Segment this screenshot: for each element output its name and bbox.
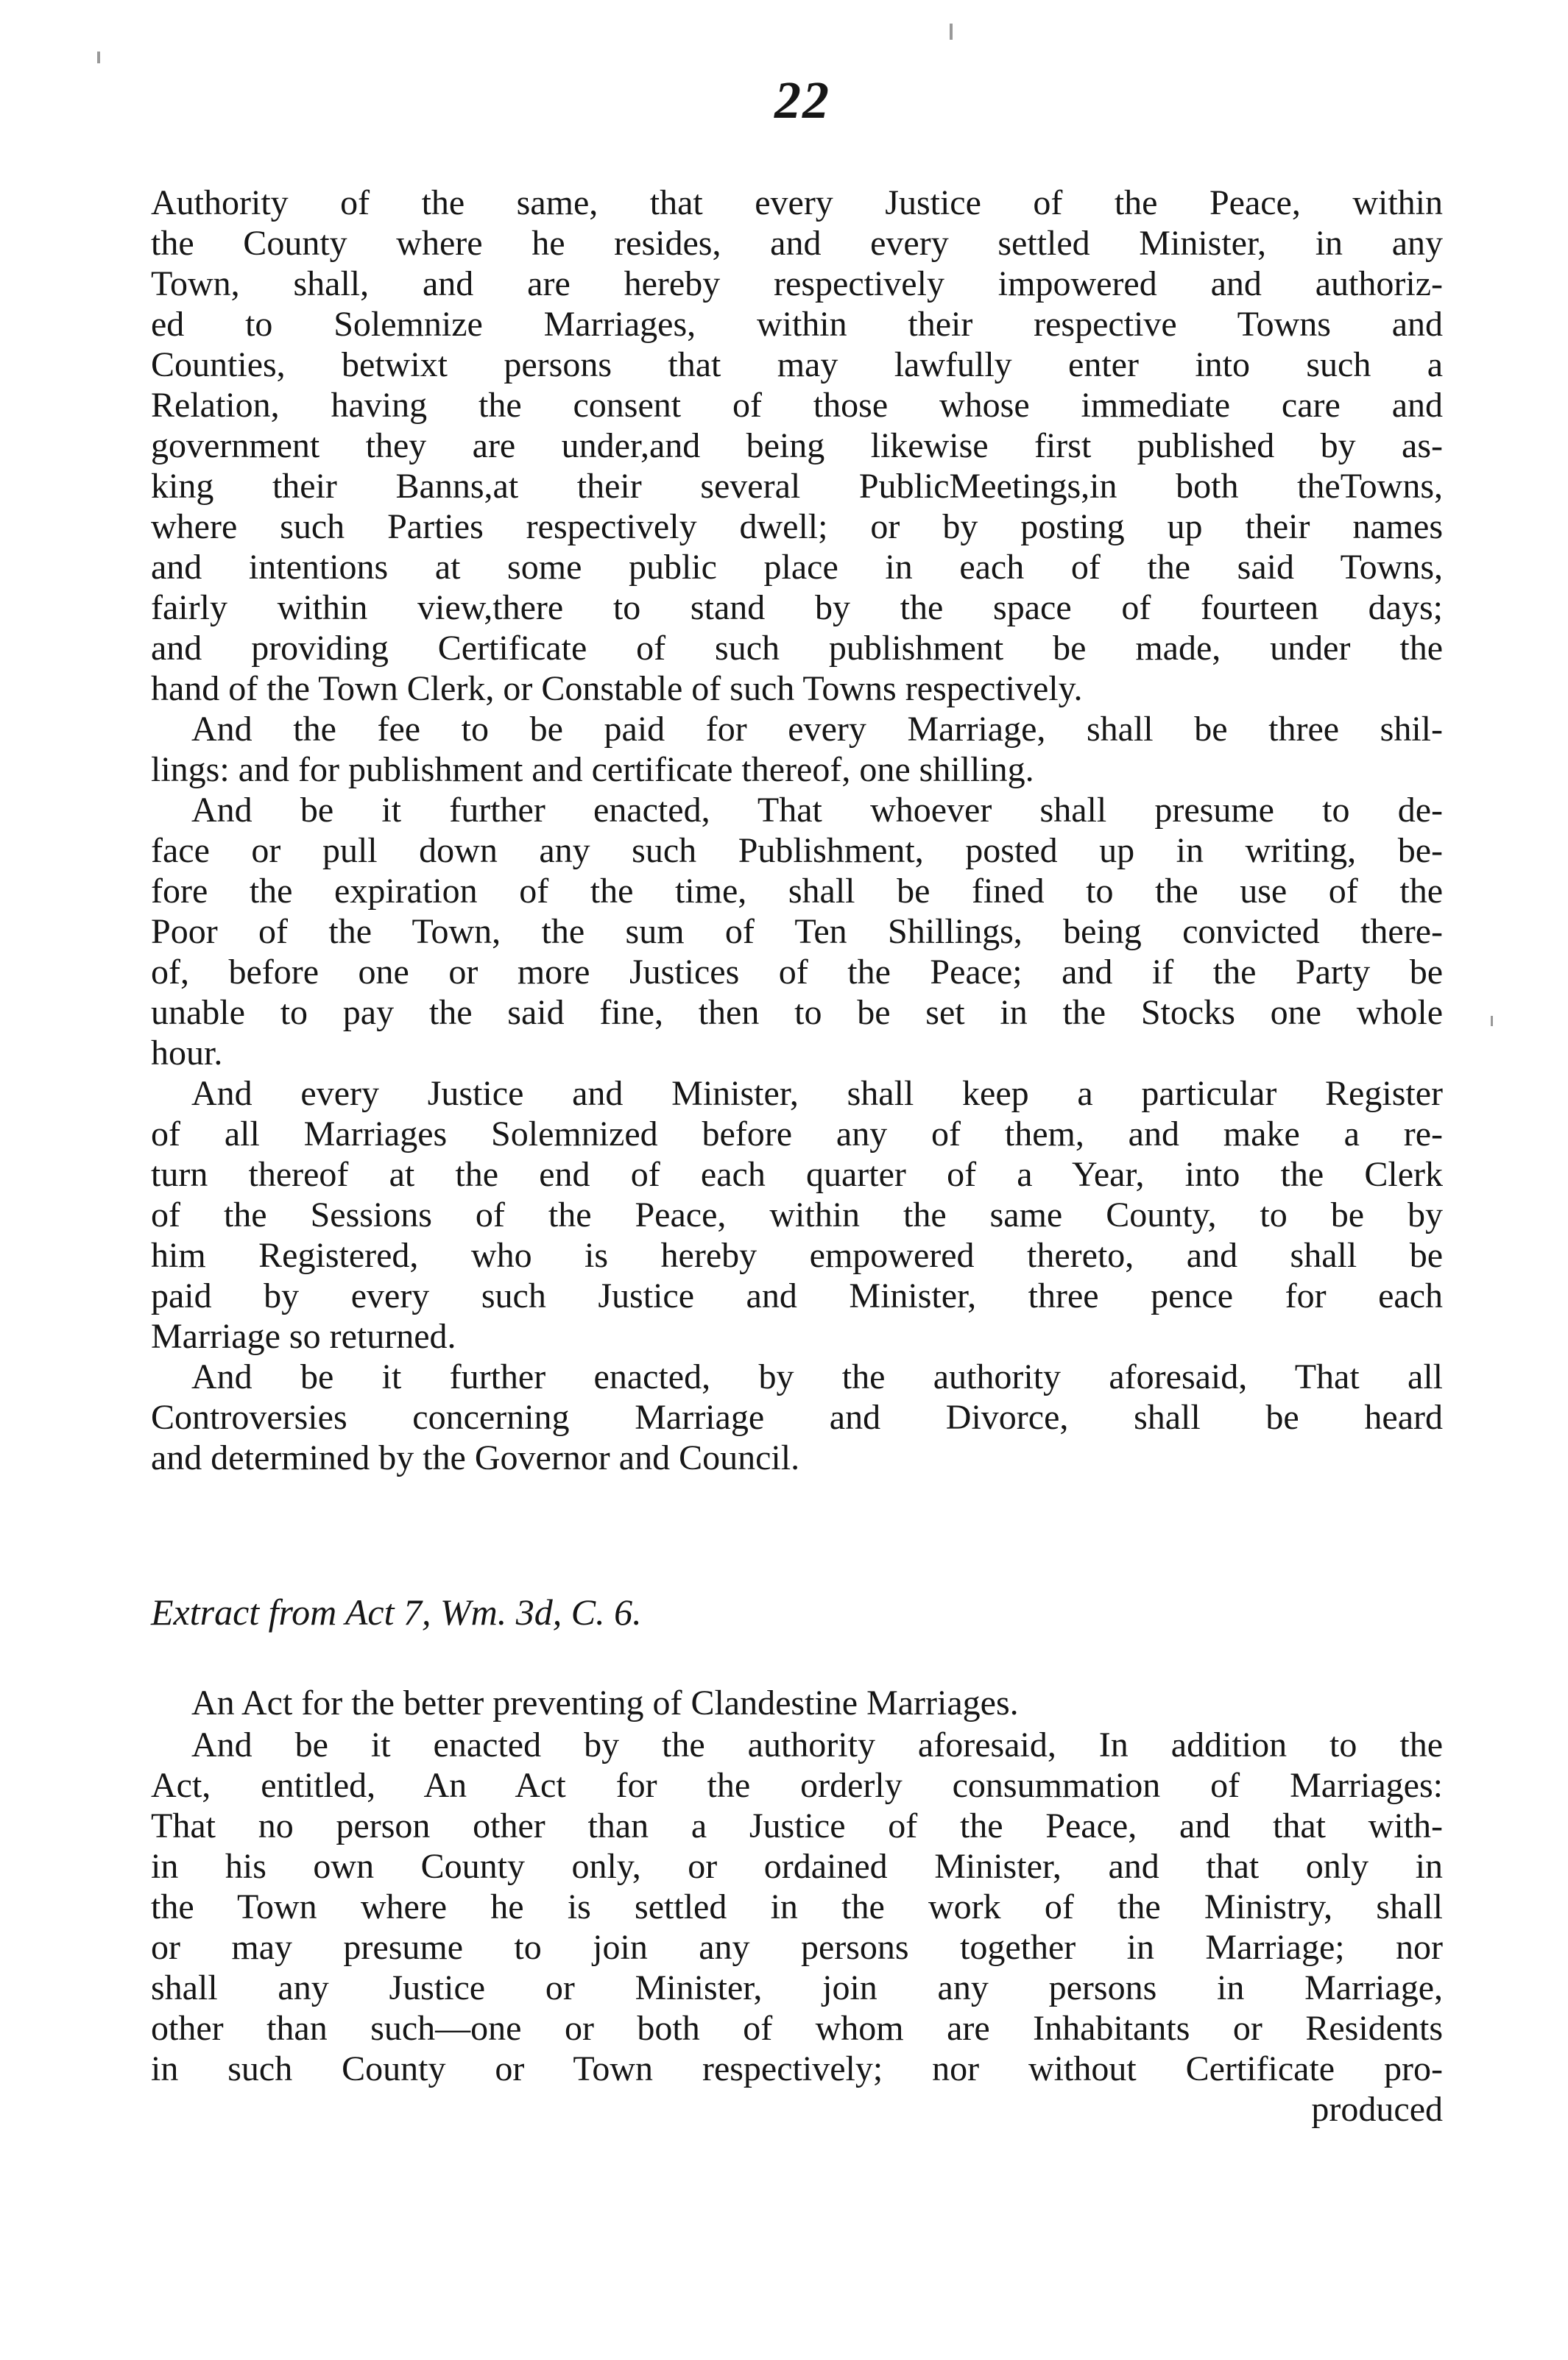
text-line: Town, shall, and are hereby respectively impowered and authoriz- [151,264,1443,303]
text-line: And every Justice and Minister, shall keep a particular Register [191,1074,1443,1113]
extract-section [151,1590,1443,1634]
text-line: face or pull down any such Publishment, posted up in writing, be- [151,831,1443,870]
text-line: ed to Solemnize Marriages, within their respective Towns and [151,305,1443,344]
text-line: in his own County only, or ordained Minister, and that only in [151,1847,1443,1886]
text-line: the Town where he is settled in the work of the Ministry, shall [151,1887,1443,1926]
text-line: him Registered, who is hereby empowered thereto, and shall be [151,1236,1443,1275]
text-line: paid by every such Justice and Minister, three pence for each [151,1276,1443,1315]
section-1 [151,183,1443,1478]
text-line: And be it enacted by the authority aforesaid, In addition to the [191,1725,1443,1764]
act-title: An Act for the better preventing of Clandestine Marriages. [191,1684,1019,1723]
text-line: of, before one or more Justices of the Peace; and if the Party be [151,953,1443,992]
text-line: Act, entitled, An Act for the orderly consummation of Marriages: [151,1766,1443,1805]
page-number: 22 [774,71,830,130]
text-line: That no person other than a Justice of the Peace, and that with- [151,1806,1443,1845]
text-line: and determined by the Governor and Council. [151,1438,800,1477]
text-line: Authority of the same, that every Justice of the Peace, within [151,183,1443,222]
text-line: And the fee to be paid for every Marriage, shall be three shil- [191,710,1443,749]
print-speck [1491,1016,1493,1026]
text-line: in such County or Town respectively; nor without Certificate pro- [151,2049,1443,2088]
text-line: fore the expiration of the time, shall be fined to the use of the [151,872,1443,911]
extract-heading: Extract from Act 7, Wm. 3d, C. 6. [151,1591,642,1633]
text-line: and intentions at some public place in each of the said Towns, [151,548,1443,587]
text-line: fairly within view,there to stand by the space of fourteen days; [151,588,1443,627]
section-2 [151,1682,1443,2130]
text-line: of all Marriages Solemnized before any of them, and make a re- [151,1114,1443,1153]
catchword: produced [1311,2090,1443,2129]
print-speck [950,24,953,40]
text-line: government they are under,and being likewise first published by as- [151,426,1443,465]
text-line: of the Sessions of the Peace, within the same County, to be by [151,1195,1443,1234]
text-line: and providing Certificate of such publishment be made, under the [151,629,1443,668]
text-line: the County where he resides, and every settled Minister, in any [151,224,1443,263]
text-line: king their Banns,at their several PublicMeetings,in both theTowns, [151,467,1443,506]
text-line: unable to pay the said fine, then to be set in the Stocks one whole [151,993,1443,1032]
text-line: Marriage so returned. [151,1317,456,1356]
text-line: Poor of the Town, the sum of Ten Shillings, being convicted there- [151,912,1443,951]
text-line: hour. [151,1034,223,1073]
text-line: hand of the Town Clerk, or Constable of such Towns respectively. [151,669,1083,708]
text-line: Counties, betwixt persons that may lawfully enter into such a [151,345,1443,384]
text-line: turn thereof at the end of each quarter of a Year, into the Clerk [151,1155,1443,1194]
text-line: Controversies concerning Marriage and Divorce, shall be heard [151,1398,1443,1437]
text-line: or may presume to join any persons together in Marriage; nor [151,1928,1443,1967]
text-line: Relation, having the consent of those whose immediate care and [151,386,1443,425]
text-line: where such Parties respectively dwell; or by posting up their names [151,507,1443,546]
print-speck [97,52,100,63]
text-line: lings: and for publishment and certificate thereof, one shilling. [151,750,1034,789]
text-line: shall any Justice or Minister, join any persons in Marriage, [151,1968,1443,2007]
text-line: other than such—one or both of whom are Inhabitants or Residents [151,2009,1443,2048]
text-line: And be it further enacted, That whoever shall presume to de- [191,791,1443,830]
text-line: And be it further enacted, by the authority aforesaid, That all [191,1357,1443,1396]
